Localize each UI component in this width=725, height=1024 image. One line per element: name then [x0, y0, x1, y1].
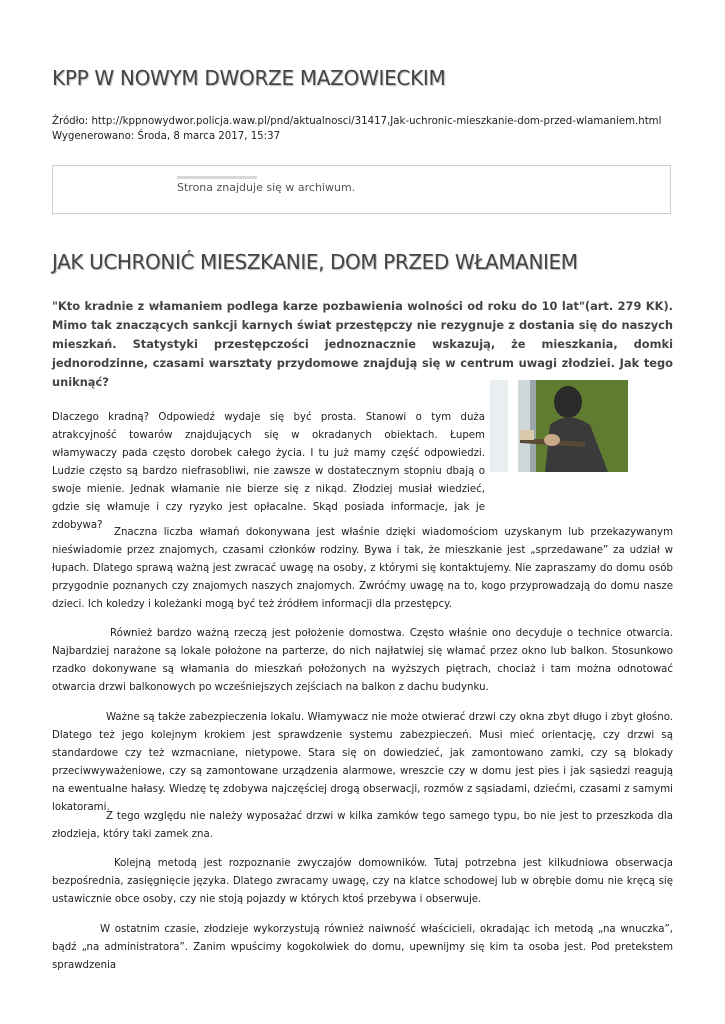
- paragraph-5-text: Z tego względu nie należy wyposażać drzwi w kilka zamków tego samego typu, bo nie jest to przeszkoda dla złodzieja, który taki zamek zna.: [52, 811, 673, 840]
- site-title: KPP W NOWYM DWORZE MAZOWIECKIM: [52, 66, 446, 90]
- document-meta: [52, 114, 661, 144]
- paragraph-3: [52, 625, 673, 697]
- paragraph-1: Dlaczego kradną? Odpowiedź wydaje się być prosta. Stanowi o tym duża atrakcyjność towarów znajdujących się w okradanych obiektach. Łupem włamywaczy pada często dorobek całego życia. I tu już mamy część odpowiedzi. Ludzie często są bardzo niefrasobliwi, nie zawsze w dostatecznym stopniu dbają o swoje mienie. Jednak włamanie nie bierze się z nikąd. Złodziej musiał wiedzieć, gdzie się włamuje i czy ryzyko jest opłacalne. Skąd posiada informacje, jak je zdobywa?: [52, 412, 485, 531]
- paragraph-6-text: Kolejną metodą jest rozpoznanie zwyczajów domowników. Tutaj potrzebna jest kilkudniowa obserwacja bezpośrednia, zasięgnięcie języka. Dlatego zwracamy uwagę, czy na klatce schodowej lub w obrębie domu nie kręcą się ustawicznie obce osoby, czy nie stoją pojazdy w których ktoś przebywa i obserwuje.: [52, 858, 673, 905]
- generated-line: Wygenerowano: Środa, 8 marca 2017, 15:37: [52, 131, 281, 142]
- paragraph-7-text: W ostatnim czasie, złodzieje wykorzystują również naiwność właścicieli, okradając ich metodą „na wnuczka”, bądź „na administratora”. Zanim wpuścimy kogokolwiek do domu, upewnijmy się kim ta osoba jest. Pod pretekstem sprawdzenia: [52, 924, 673, 971]
- paragraph-3-text: Również bardzo ważną rzeczą jest położenie domostwa. Często właśnie ono decyduje o technice otwarcia. Najbardziej narażone są lokale położone na parterze, do nich najłatwiej się włamać przez okno lub balkon. Stosunkowo rzadko dokonywane są włamania do mieszkań położonych na wyższych piętrach, chociaż i tam można odnotować otwarcia drzwi balkonowych po wcześniejszych zejściach na balkon z dachu budynku.: [52, 628, 673, 693]
- paragraph-2-text: Znaczna liczba włamań dokonywana jest właśnie dzięki wiadomościom uzyskanym lub przekazywanym nieświadomie przez znajomych, czasami członków rodziny. Bywa i tak, że mieszkanie jest „sprzedawane” za udział w łupach. Dlatego sprawą ważną jest zwracać uwagę na osoby, z którymi się kontaktujemy. Nie zapraszamy do domu osób przygodnie poznanych czy znajomych naszych znajomych. Zwróćmy uwagę na to, kogo przyprowadzają do domu nasze dzieci. Ich koledzy i koleżanki mogą być też źródłem informacji dla przestępcy.: [52, 527, 673, 610]
- paragraph-5: [52, 808, 673, 844]
- burglar-photo-image: [490, 380, 628, 472]
- burglar-photo: [490, 380, 628, 472]
- paragraph-2: [52, 524, 673, 614]
- paragraph-6: [52, 855, 673, 909]
- paragraph-7: [52, 921, 673, 975]
- archive-notice-text: Strona znajduje się w archiwum.: [177, 181, 356, 194]
- article-title: JAK UCHRONIĆ MIESZKANIE, DOM PRZED WŁAMANIEM: [52, 250, 578, 274]
- paragraph-4-text: Ważne są także zabezpieczenia lokalu. Włamywacz nie może otwierać drzwi czy okna zbyt długo i zbyt głośno. Dlatego też jego kolejnym krokiem jest sprawdzenie systemu zabezpieczeń. Musi mieć orientację, czy drzwi są standardowe czy też wzmacniane, nietypowe. Stara się on dowiedzieć, jak zamontowano zamki, czy są blokady przeciwwyważeniowe, czy są zamontowane urządzenia alarmowe, wreszcie czy w domu jest pies i jak sąsiedzi reagują na ewentualne hałasy. Wiedzę tę zdobywa najczęściej drogą obserwacji, rozmów z sąsiadami, dziećmi, czasami z samymi lokatorami.: [52, 712, 673, 813]
- source-line: Źródło: http://kppnowydwor.policja.waw.pl/pnd/aktualnosci/31417,Jak-uchronic-mieszkanie-dom-przed-wlamaniem.html: [52, 116, 662, 127]
- paragraph-4: [52, 709, 673, 817]
- archive-notice-bar: [177, 176, 257, 179]
- article-lead: "Kto kradnie z włamaniem podlega karze pozbawienia wolności od roku do 10 lat"(art. 279 KK). Mimo tak znaczących sankcji karnych świat przestępczy nie rezygnuje z dostania się do naszych mieszkań. Statystyki przestępczości jednoznacznie wskazują, że mieszkania, domki jednorodzinne, czasami warsztaty przydomowe znajdują się w centrum uwagi złodziei. Jak tego uniknąć?: [52, 299, 673, 389]
- archive-notice-box: [52, 165, 671, 214]
